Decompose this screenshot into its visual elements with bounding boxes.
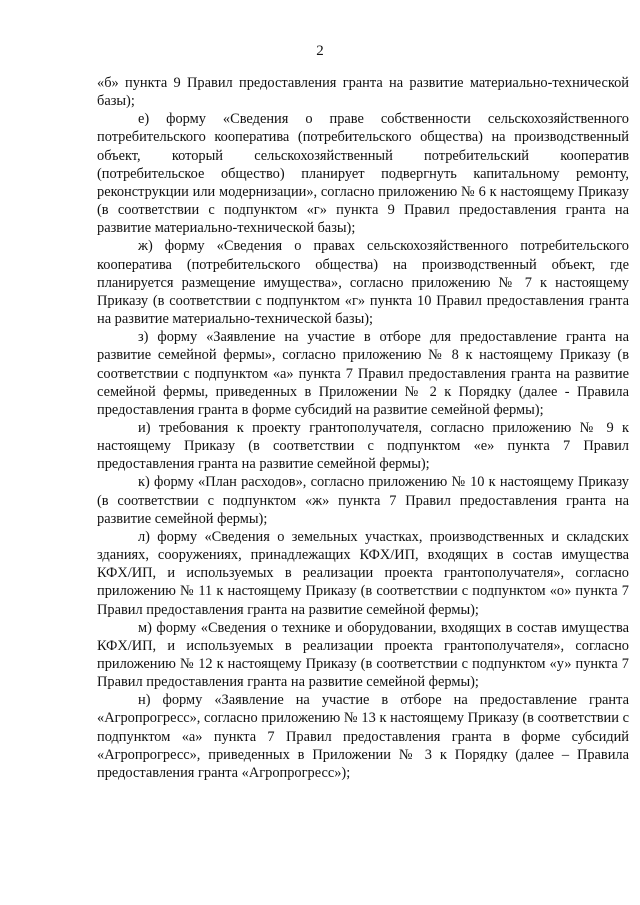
document-body [97, 74, 629, 782]
page-number: 2 [316, 43, 324, 59]
paragraph-item-l: л) форму «Сведения о земельных участках, производственных и складских зданиях, сооружениях, принадлежащих КФХ/ИП, входящих в состав имущества КФХ/ИП, и используемых в реализации проекта грантополучателя», согласно приложению № 11 к настоящему Приказу (в соответствии с подпунктом «о» пункта 7 Правил предоставления гранта на развитие семейной фермы); [97, 528, 629, 618]
paragraph-item-i: и) требования к проекту грантополучателя, согласно приложению № 9 к настоящему Приказу (в соответствии с подпунктом «е» пункта 7 Правил предоставления гранта на развитие семейной фермы); [97, 419, 629, 473]
paragraph-item-m: м) форму «Сведения о технике и оборудовании, входящих в состав имущества КФХ/ИП, и используемых в реализации проекта грантополучателя», согласно приложению № 12 к настоящему Приказу (в соответствии с подпунктом «у» пункта 7 Правил предоставления гранта на развитие семейной фермы); [97, 619, 629, 691]
paragraph-item-k: к) форму «План расходов», согласно приложению № 10 к настоящему Приказу (в соответствии с подпунктом «ж» пункта 7 Правил предоставления гранта на развитие семейной фермы); [97, 474, 629, 527]
paragraph-item-n: н) форму «Заявление на участие в отборе на предоставление гранта «Агропрогресс», согласно приложению № 13 к настоящему Приказу (в соответствии с подпунктом «а» пункта 7 Правил предоставления гранта в форме субсидий «Агропрогресс», приведенных в Приложении № 3 к Порядку (далее – Правила предоставления гранта «Агропрогресс»); [97, 692, 629, 781]
paragraph-item-e: е) форму «Сведения о праве собственности сельскохозяйственного потребительского кооператива (потребительского общества) на производственный объект, который сельскохозяйственный потребительский кооператив (потребительское общество) планирует подвергнуть капитальному ремонту, реконструкции или модернизации», согласно приложению № 6 к настоящему Приказу (в соответствии с подпунктом «г» пункта 9 Правил предоставления гранта на развитие материально-технической базы); [97, 111, 629, 237]
paragraph-item-zh: ж) форму «Сведения о правах сельскохозяйственного потребительского кооператива (потребительского общества) на производственный объект, где планируется размещение имущества», согласно приложению № 7 к настоящему Приказу (в соответствии с подпунктом «г» пункта 10 Правил предоставления гранта на развитие материально-технической базы); [97, 238, 629, 328]
paragraph-item-z: з) форму «Заявление на участие в отборе для предоставление гранта на развитие семейной фермы», согласно приложению № 8 к настоящему Приказу (в соответствии с подпунктом «а» пункта 7 Правил предоставления гранта на развитие семейной фермы, приведенных в Приложении № 2 к Порядку (далее - Правила предоставления гранта в форме субсидий на развитие семейной фермы); [97, 329, 629, 418]
paragraph-continuation: «б» пункта 9 Правил предоставления гранта на развитие материально-технической базы); [97, 75, 629, 110]
